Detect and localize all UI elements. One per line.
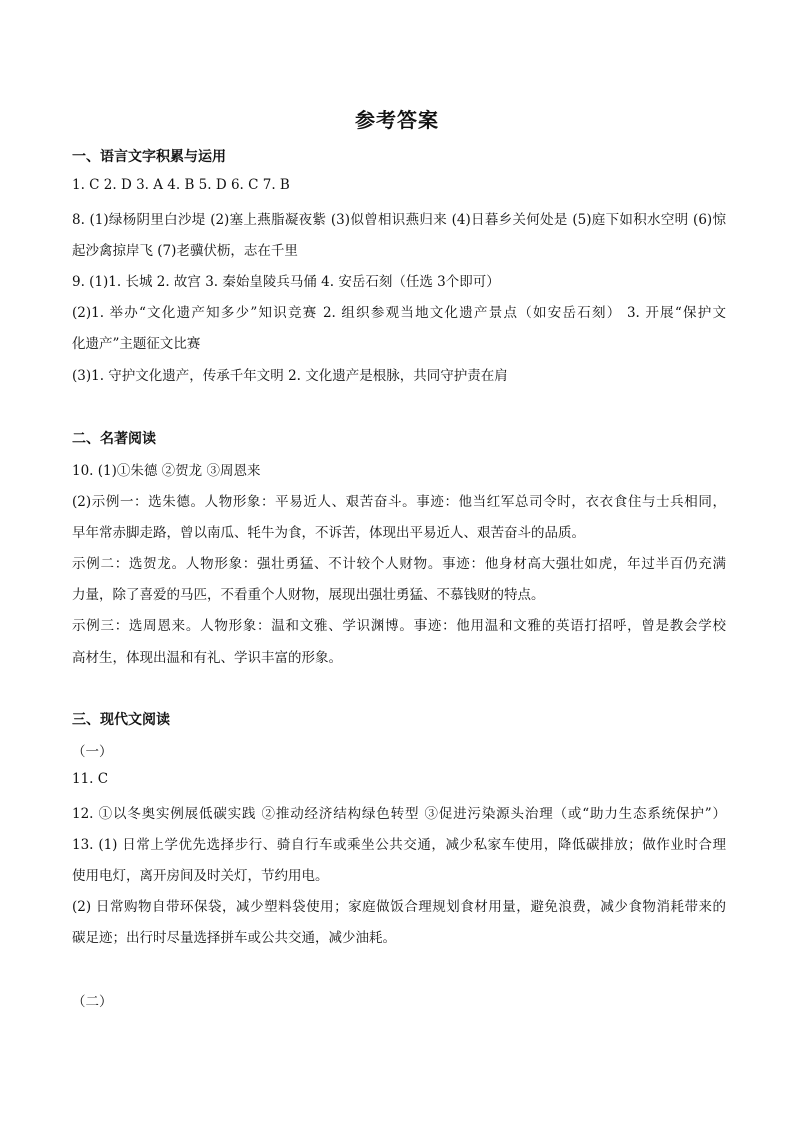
section-heading-1: 一、语言文字积累与运用 (72, 149, 226, 165)
answer-line: (3)1. 守护文化遗产，传承千年文明 2. 文化遗产是根脉，共同守护责在肩 (72, 368, 508, 384)
answer-line: (2)示例一：选朱德。人物形象：平易近人、艰苦奋斗。事迹：他当红军总司令时，衣衣食住与士兵相同， (72, 494, 726, 510)
subsection-label: （二） (72, 994, 113, 1010)
answer-line: 1. C 2. D 3. A 4. B 5. D 6. C 7. B (72, 177, 290, 193)
answer-line: 11. C (72, 771, 109, 787)
answer-line: 8. (1)绿杨阴里白沙堤 (2)塞上燕脂凝夜紫 (3)似曾相识燕归来 (4)日暮乡关何处是 (5)庭下如积水空明 (6)惊 (72, 212, 726, 228)
answer-line: 起沙禽掠岸飞 (7)老骥伏枥，志在千里 (72, 243, 298, 259)
answer-line: 早年常赤脚走路，曾以南瓜、牦牛为食，不诉苦，体现出平易近人、艰苦奋斗的品质。 (72, 525, 585, 541)
page-title: 参考答案 (355, 108, 439, 132)
answer-line: 高材生，体现出温和有礼、学识丰富的形象。 (72, 650, 342, 666)
answer-line: 示例三：选周恩来。人物形象：温和文雅、学识渊博。事迹：他用温和文雅的英语打招呼，曾是教会学校 (72, 618, 726, 634)
answer-line: 12. ①以冬奥实例展低碳实践 ②推动经济结构绿色转型 ③促进污染源头治理（或“助力生态系统保护”） (72, 806, 726, 822)
answer-line: 力量，除了喜爱的马匹，不看重个人财物，展现出强壮勇猛、不慕钱财的特点。 (72, 587, 545, 603)
answer-line: 化遗产”主题征文比赛 (72, 336, 201, 352)
answer-line: 9. (1)1. 长城 2. 故宫 3. 秦始皇陵兵马俑 4. 安岳石刻（任选 3个即可） (72, 274, 500, 290)
answer-line: 10. (1)①朱德 ②贺龙 ③周恩来 (72, 463, 261, 479)
section-heading-3: 三、现代文阅读 (72, 712, 170, 728)
subsection-label: （一） (72, 744, 113, 760)
answer-line: 使用电灯，离开房间及时关灯，节约用电。 (72, 868, 329, 884)
answer-line: 碳足迹；出行时尽量选择拼车或公共交通，减少油耗。 (72, 930, 396, 946)
section-heading-2: 二、名著阅读 (72, 431, 156, 447)
answer-line: (2)1. 举办“文化遗产知多少”知识竞赛 2. 组织参观当地文化遗产景点（如安岳石刻） 3. 开展“保护文 (72, 305, 726, 321)
answer-line: (2) 日常购物自带环保袋，减少塑料袋使用；家庭做饭合理规划食材用量，避免浪费，减少食物消耗带来的 (72, 899, 726, 915)
answer-line: 示例二：选贺龙。人物形象：强壮勇猛、不计较个人财物。事迹：他身材高大强壮如虎，年过半百仍充满 (72, 556, 726, 572)
answer-line: 13. (1) 日常上学优先选择步行、骑自行车或乘坐公共交通，减少私家车使用，降低碳排放；做作业时合理 (72, 837, 726, 853)
